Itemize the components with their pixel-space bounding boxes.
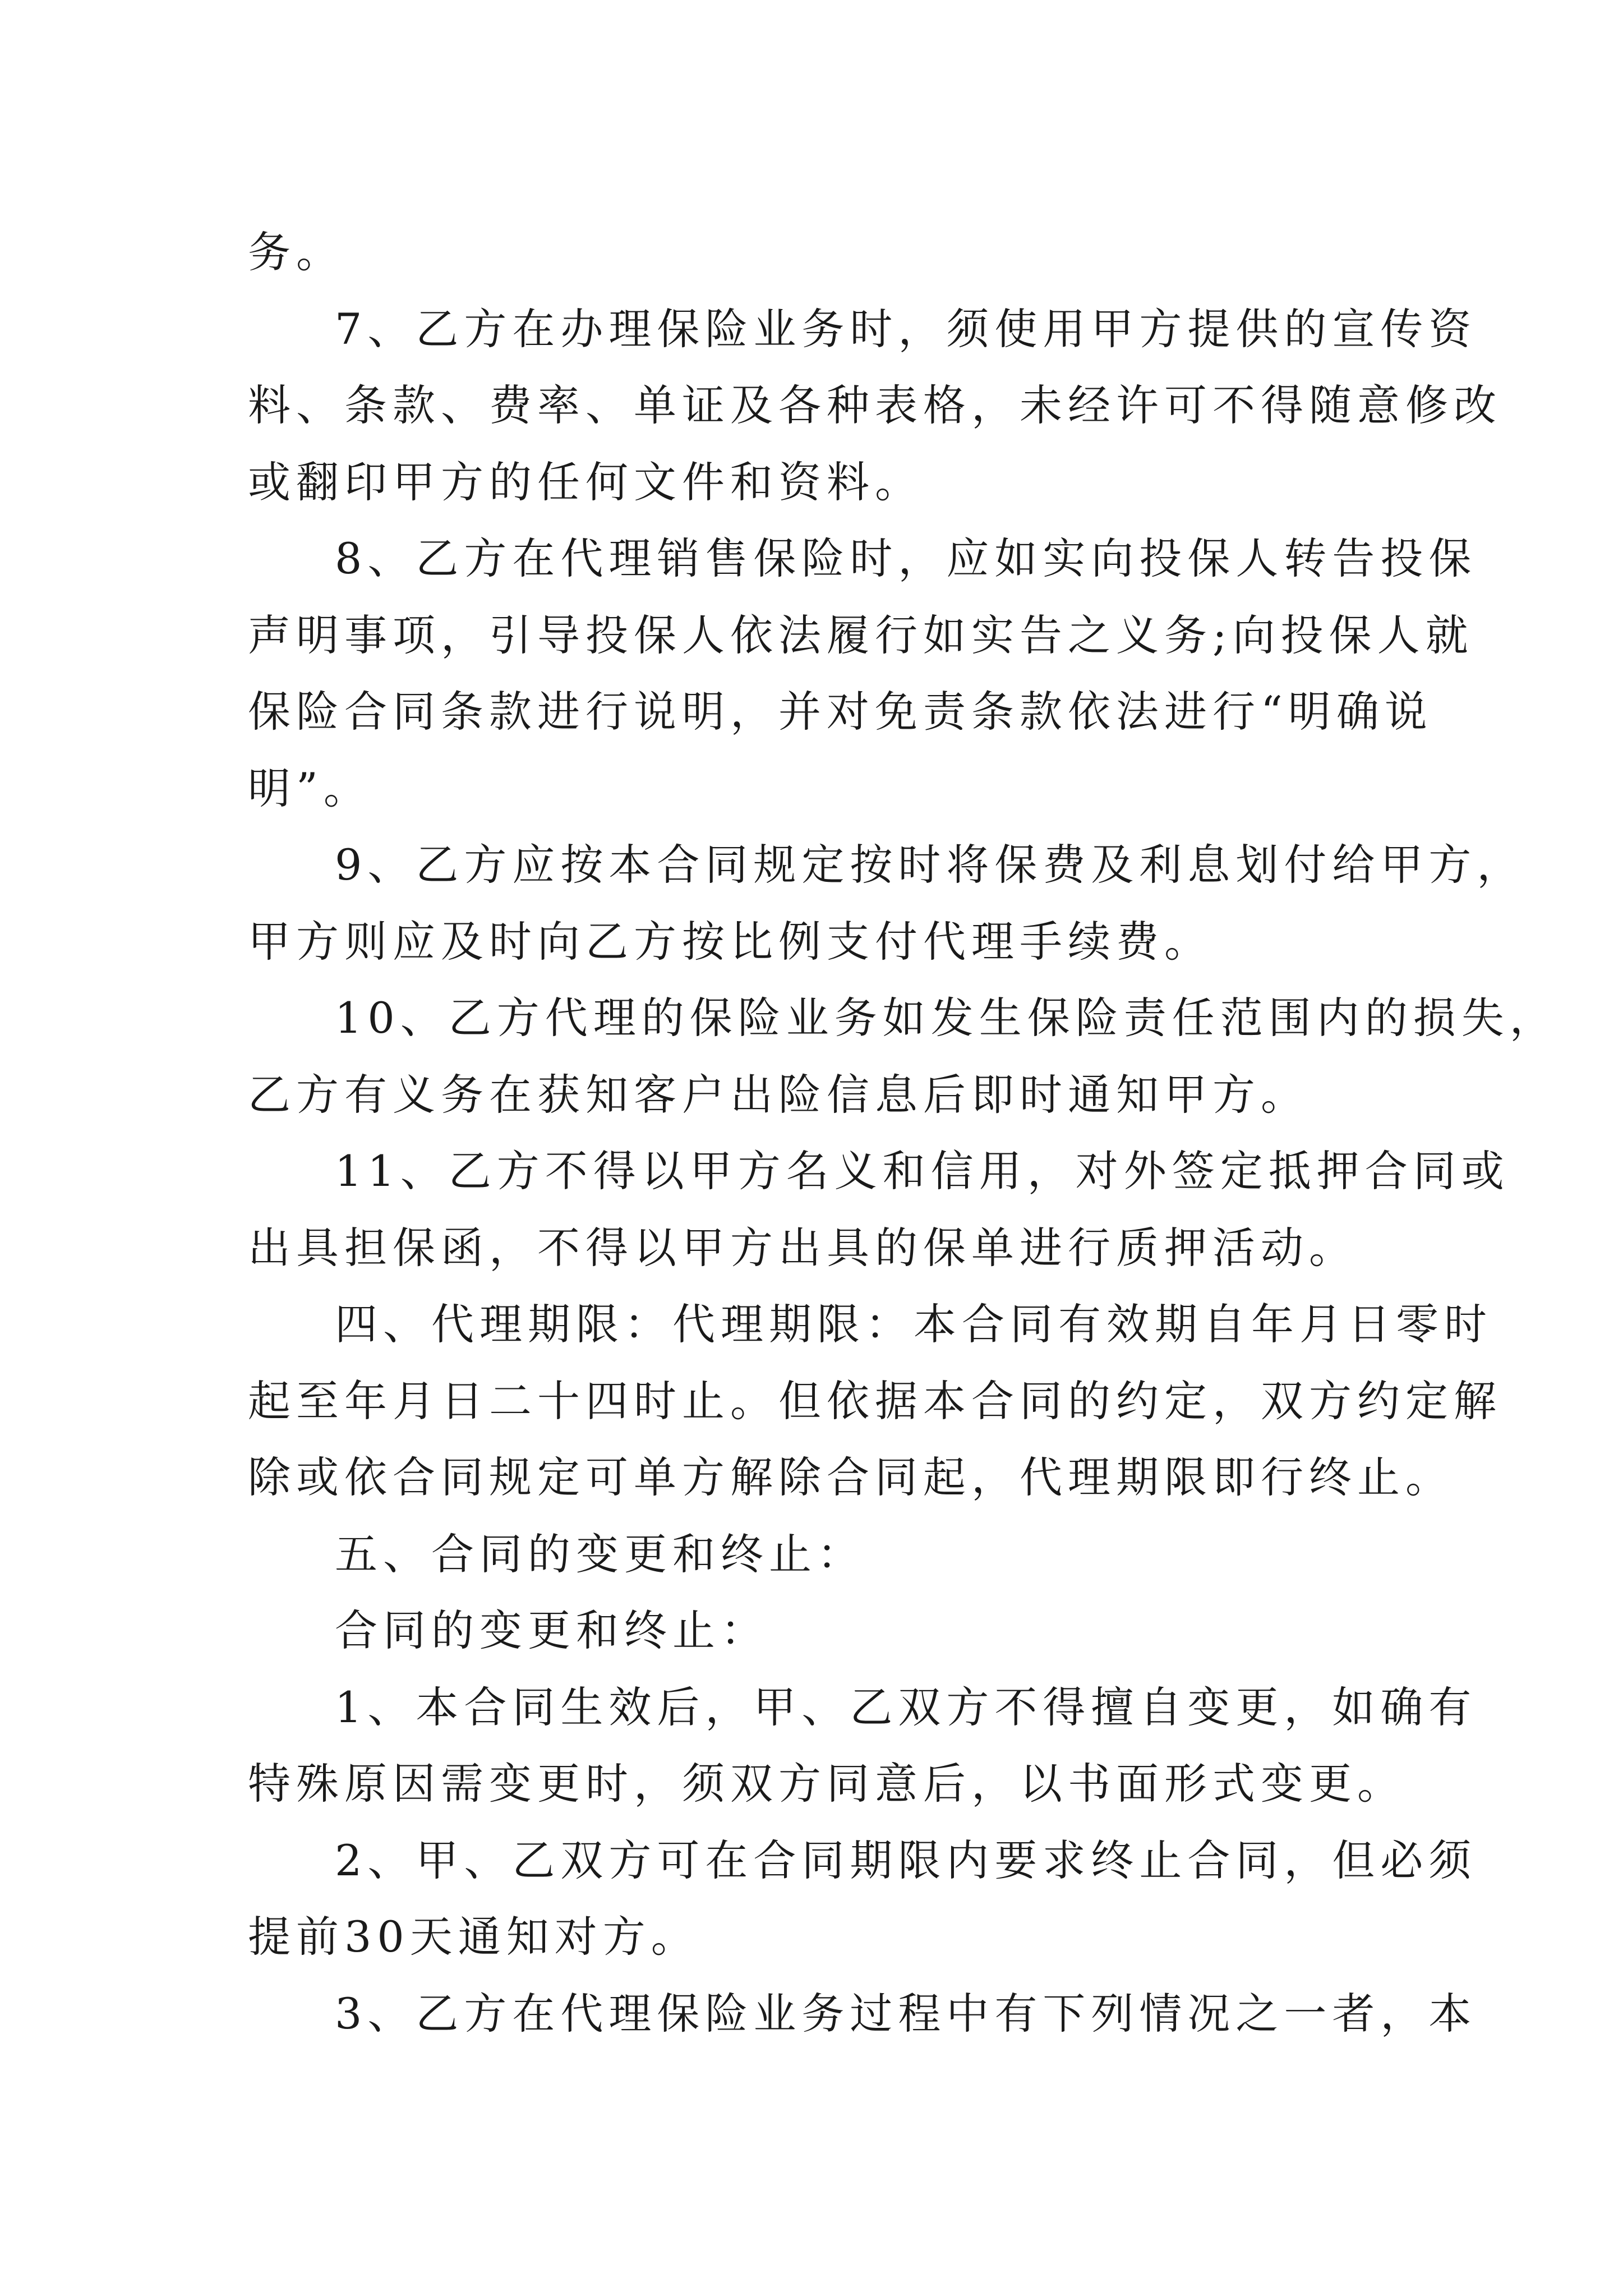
text-line: 乙方有义务在获知客户出险信息后即时通知甲方。: [248, 1069, 1309, 1120]
text-line: 1、本合同生效后，甲、乙双方不得擅自变更，如确有: [335, 1682, 1477, 1732]
paragraph-continuation: [248, 214, 1392, 291]
text-line: 11、乙方不得以甲方名义和信用，对外签定抵押合同或: [335, 1146, 1510, 1196]
text-line: 7、乙方在办理保险业务时，须使用甲方提供的宣传资: [335, 303, 1477, 354]
text-line: 保险合同条款进行说明，并对免责条款依法进行“明确说: [248, 687, 1433, 737]
text-line: 明”。: [248, 763, 372, 813]
text-line: 五、合同的变更和终止：: [335, 1529, 865, 1579]
text-line: 甲方则应及时向乙方按比例支付代理手续费。: [248, 916, 1212, 967]
text-line: 起至年月日二十四时止。但依据本合同的约定，双方约定解: [248, 1375, 1502, 1426]
clause-5-1: [248, 1669, 1477, 1823]
clause-11: [248, 1133, 1510, 1286]
text-line: 提前30天通知对方。: [248, 1912, 699, 1962]
text-line: 8、乙方在代理销售保险时，应如实向投保人转告投保: [335, 533, 1477, 583]
section-5-heading: [248, 1516, 1392, 1593]
text-line: 四、代理期限：代理期限：本合同有效期自年月日零时: [335, 1299, 1492, 1349]
text-line: 3、乙方在代理保险业务过程中有下列情况之一者，本: [335, 1988, 1477, 2039]
text-line: 务。: [248, 227, 344, 277]
text-line: 2、甲、乙双方可在合同期限内要求终止合同，但必须: [335, 1835, 1477, 1885]
text-line: 出具担保函，不得以甲方出具的保单进行质押活动。: [248, 1222, 1357, 1273]
clause-5-2: [248, 1823, 1477, 1976]
text-line: 10、乙方代理的保险业务如发生保险责任范围内的损失，: [335, 993, 1558, 1043]
text-line: 合同的变更和终止：: [335, 1605, 769, 1655]
document-body: [248, 214, 1558, 2052]
text-line: 料、条款、费率、单证及各种表格，未经许可不得随意修改: [248, 380, 1502, 430]
section-5-subheading: [248, 1593, 1392, 1669]
text-line: 除或依合同规定可单方解除合同起，代理期限即行终止。: [248, 1452, 1454, 1502]
text-line: 声明事项，引导投保人依法履行如实告之义务;向投保人就: [248, 610, 1474, 660]
clause-7: [248, 291, 1502, 521]
clause-8: [248, 521, 1477, 827]
clause-10: [248, 980, 1558, 1133]
text-line: 特殊原因需变更时，须双方同意后，以书面形式变更。: [248, 1759, 1405, 1809]
clause-5-3: [248, 1976, 1477, 2053]
clause-9: [248, 827, 1525, 980]
section-4-agency-term: [248, 1286, 1502, 1516]
text-line: 或翻印甲方的任何文件和资料。: [248, 457, 923, 507]
text-line: 9、乙方应按本合同规定按时将保费及利息划付给甲方，: [335, 840, 1525, 890]
